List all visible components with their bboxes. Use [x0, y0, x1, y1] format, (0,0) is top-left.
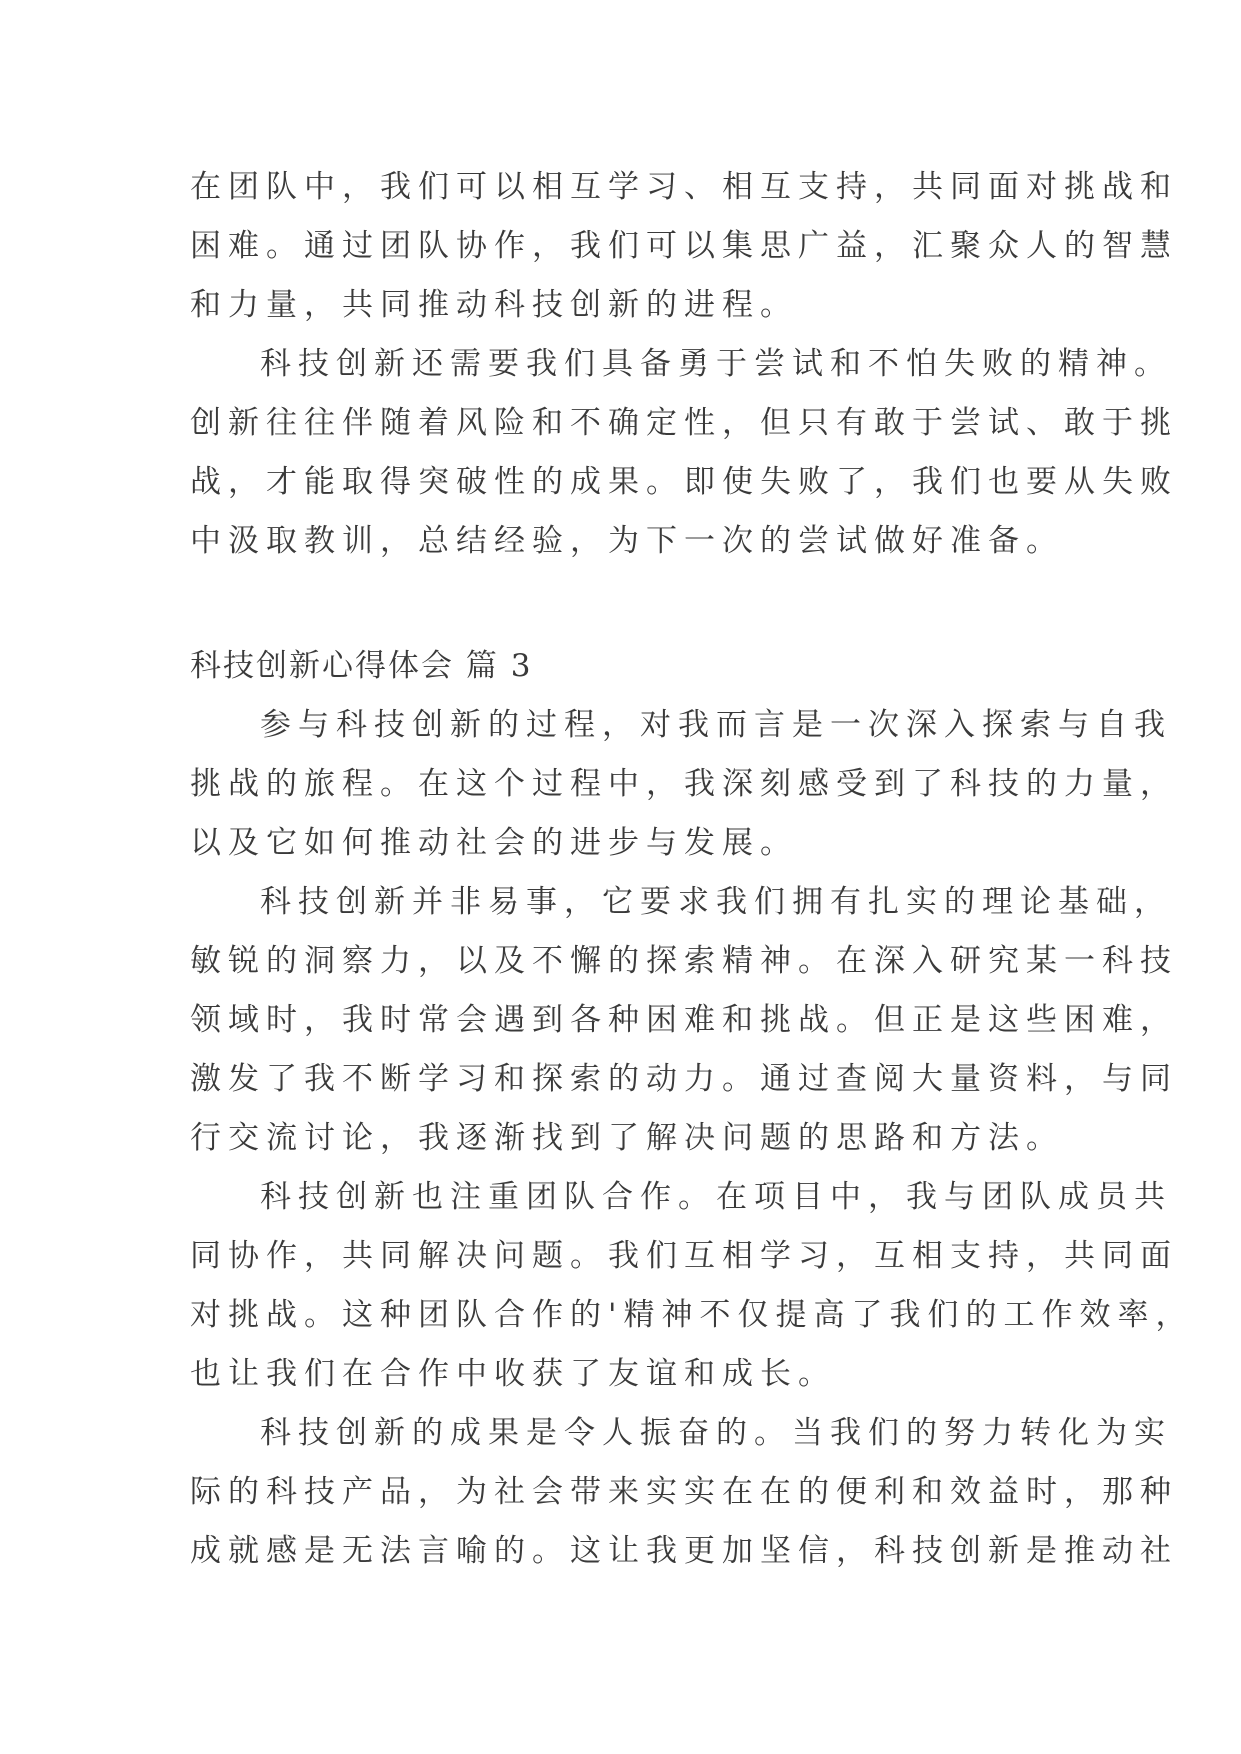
text-line: 以及它如何推动社会的进步与发展。: [190, 825, 798, 861]
text-line: 成就感是无法言喻的。这让我更加坚信，科技创新是推动社: [190, 1533, 1178, 1569]
text-line: 领域时，我时常会遇到各种困难和挑战。但正是这些困难，: [190, 1002, 1178, 1038]
text-line: 也让我们在合作中收获了友谊和成长。: [190, 1356, 836, 1392]
paragraph-courage-to-try: [190, 335, 1178, 571]
text-line: 参与科技创新的过程，对我而言是一次深入探索与自我: [260, 707, 1172, 743]
paragraph-difficulty: [190, 873, 1178, 1168]
paragraph-team-collaboration: [190, 158, 1178, 335]
text-line: 行交流讨论，我逐渐找到了解决问题的思路和方法。: [190, 1120, 1064, 1156]
text-line: 对挑战。这种团队合作的'精神不仅提高了我们的工作效率，: [190, 1297, 1194, 1333]
text-line: 战，才能取得突破性的成果。即使失败了，我们也要从失败: [190, 464, 1178, 500]
text-line: 中汲取教训，总结经验，为下一次的尝试做好准备。: [190, 523, 1064, 559]
paragraph-exploration: [190, 696, 1178, 873]
text-line: 科技创新也注重团队合作。在项目中，我与团队成员共: [260, 1179, 1172, 1215]
text-line: 和力量，共同推动科技创新的进程。: [190, 287, 798, 323]
text-line: 创新往往伴随着风险和不确定性，但只有敢于尝试、敢于挑: [190, 405, 1178, 441]
document-body: [190, 158, 1194, 1581]
text-line: 科技创新的成果是令人振奋的。当我们的努力转化为实: [260, 1415, 1172, 1451]
text-line: 困难。通过团队协作，我们可以集思广益，汇聚众人的智慧: [190, 228, 1178, 264]
section-heading: 科技创新心得体会 篇 3: [190, 648, 533, 684]
text-line: 科技创新还需要我们具备勇于尝试和不怕失败的精神。: [260, 346, 1172, 382]
text-line: 敏锐的洞察力，以及不懈的探索精神。在深入研究某一科技: [190, 943, 1178, 979]
paragraph-achievement: [190, 1404, 1178, 1581]
text-line: 在团队中，我们可以相互学习、相互支持，共同面对挑战和: [190, 169, 1178, 205]
paragraph-teamwork: [190, 1168, 1194, 1404]
text-line: 挑战的旅程。在这个过程中，我深刻感受到了科技的力量，: [190, 766, 1178, 802]
section-spacer: [190, 571, 1070, 637]
text-line: 同协作，共同解决问题。我们互相学习，互相支持，共同面: [190, 1238, 1178, 1274]
text-line: 科技创新并非易事，它要求我们拥有扎实的理论基础，: [260, 884, 1172, 920]
text-line: 际的科技产品，为社会带来实实在在的便利和效益时，那种: [190, 1474, 1178, 1510]
text-line: 激发了我不断学习和探索的动力。通过查阅大量资料，与同: [190, 1061, 1178, 1097]
